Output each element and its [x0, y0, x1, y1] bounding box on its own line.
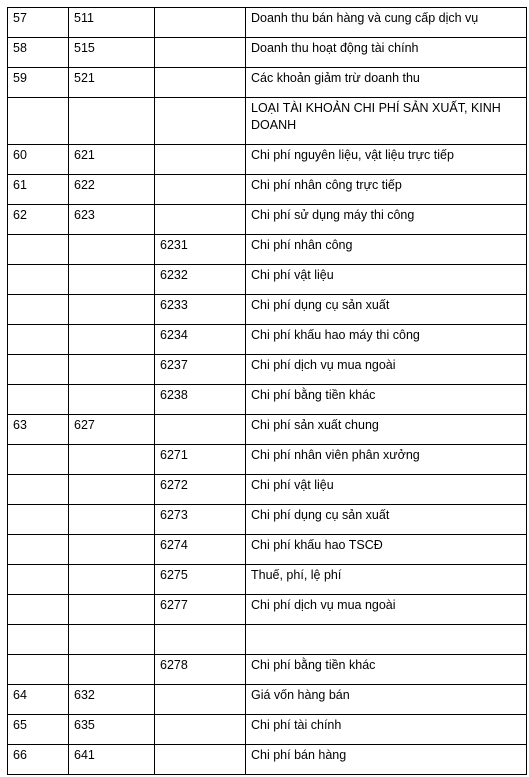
row-number-cell: 59 — [8, 68, 69, 98]
account-code-cell: 521 — [69, 68, 155, 98]
row-number-cell — [8, 595, 69, 625]
row-number-cell — [8, 535, 69, 565]
account-code-cell — [69, 565, 155, 595]
table-row — [8, 595, 527, 625]
account-name-cell: Chi phí dịch vụ mua ngoài — [246, 595, 527, 625]
table-row — [8, 145, 527, 175]
row-number-cell: 57 — [8, 8, 69, 38]
subaccount-code-cell: 6274 — [155, 535, 246, 565]
row-number-cell: 58 — [8, 38, 69, 68]
subaccount-code-cell — [155, 625, 246, 655]
table-row — [8, 355, 527, 385]
row-number-cell — [8, 325, 69, 355]
account-code-cell: 621 — [69, 145, 155, 175]
chart-of-accounts-table — [7, 7, 527, 775]
table-row — [8, 325, 527, 355]
row-number-cell: 61 — [8, 175, 69, 205]
empty-row — [8, 625, 527, 655]
subaccount-code-cell: 6234 — [155, 325, 246, 355]
account-code-cell — [69, 475, 155, 505]
table-row — [8, 175, 527, 205]
subaccount-code-cell: 6233 — [155, 295, 246, 325]
account-code-cell — [69, 265, 155, 295]
account-name-cell: Chi phí sản xuất chung — [246, 415, 527, 445]
subaccount-code-cell: 6278 — [155, 655, 246, 685]
table-row — [8, 265, 527, 295]
account-name-cell: Chi phí vật liệu — [246, 265, 527, 295]
table-row — [8, 68, 527, 98]
subaccount-code-cell: 6273 — [155, 505, 246, 535]
account-name-cell — [246, 625, 527, 655]
account-name-cell: Chi phí nhân công — [246, 235, 527, 265]
row-number-cell — [8, 625, 69, 655]
subaccount-code-cell: 6275 — [155, 565, 246, 595]
subaccount-code-cell: 6231 — [155, 235, 246, 265]
subaccount-code-cell — [155, 8, 246, 38]
subaccount-code-cell — [155, 685, 246, 715]
account-code-cell: 627 — [69, 415, 155, 445]
table-row — [8, 535, 527, 565]
account-code-cell — [69, 535, 155, 565]
table-row — [8, 565, 527, 595]
row-number-cell — [8, 565, 69, 595]
account-code-cell — [69, 625, 155, 655]
account-name-cell: Chi phí dụng cụ sản xuất — [246, 295, 527, 325]
table-row — [8, 715, 527, 745]
account-code-cell: 641 — [69, 745, 155, 775]
account-code-cell — [69, 505, 155, 535]
subaccount-code-cell — [155, 38, 246, 68]
subaccount-code-cell — [155, 145, 246, 175]
table-row — [8, 685, 527, 715]
account-code-cell — [69, 385, 155, 415]
section-title-cell: LOẠI TÀI KHOẢN CHI PHÍ SẢN XUẤT, KINH DOANH — [246, 98, 527, 145]
table-row — [8, 445, 527, 475]
row-number-cell — [8, 355, 69, 385]
row-number-cell — [8, 98, 69, 145]
account-name-cell: Chi phí bằng tiền khác — [246, 655, 527, 685]
subaccount-code-cell — [155, 175, 246, 205]
subaccount-code-cell — [155, 715, 246, 745]
row-number-cell — [8, 235, 69, 265]
subaccount-code-cell — [155, 68, 246, 98]
account-name-cell: Thuế, phí, lệ phí — [246, 565, 527, 595]
account-name-cell: Chi phí bằng tiền khác — [246, 385, 527, 415]
account-name-cell: Chi phí nhân viên phân xưởng — [246, 445, 527, 475]
account-code-cell — [69, 595, 155, 625]
account-name-cell: Các khoản giảm trừ doanh thu — [246, 68, 527, 98]
table-row — [8, 505, 527, 535]
account-name-cell: Doanh thu bán hàng và cung cấp dịch vụ — [246, 8, 527, 38]
subaccount-code-cell: 6272 — [155, 475, 246, 505]
row-number-cell — [8, 505, 69, 535]
account-code-cell: 515 — [69, 38, 155, 68]
account-name-cell: Chi phí sử dụng máy thi công — [246, 205, 527, 235]
subaccount-code-cell: 6232 — [155, 265, 246, 295]
table-row — [8, 385, 527, 415]
account-name-cell: Chi phí tài chính — [246, 715, 527, 745]
account-name-cell: Chi phí vật liệu — [246, 475, 527, 505]
account-code-cell: 632 — [69, 685, 155, 715]
account-name-cell: Chi phí dụng cụ sản xuất — [246, 505, 527, 535]
account-code-cell: 622 — [69, 175, 155, 205]
row-number-cell — [8, 385, 69, 415]
account-code-cell: 623 — [69, 205, 155, 235]
table-row — [8, 415, 527, 445]
table-row — [8, 38, 527, 68]
table-row — [8, 205, 527, 235]
account-code-cell — [69, 295, 155, 325]
account-name-cell: Chi phí nhân công trực tiếp — [246, 175, 527, 205]
account-name-cell: Chi phí nguyên liệu, vật liệu trực tiếp — [246, 145, 527, 175]
account-code-cell: 635 — [69, 715, 155, 745]
account-name-cell: Doanh thu hoạt động tài chính — [246, 38, 527, 68]
subaccount-code-cell — [155, 205, 246, 235]
account-name-cell: Chi phí khấu hao máy thi công — [246, 325, 527, 355]
row-number-cell: 66 — [8, 745, 69, 775]
row-number-cell: 65 — [8, 715, 69, 745]
row-number-cell — [8, 295, 69, 325]
row-number-cell — [8, 655, 69, 685]
account-code-cell — [69, 445, 155, 475]
row-number-cell — [8, 475, 69, 505]
account-code-cell: 511 — [69, 8, 155, 38]
account-code-cell — [69, 98, 155, 145]
section-header-row — [8, 98, 527, 145]
subaccount-code-cell — [155, 415, 246, 445]
account-code-cell — [69, 655, 155, 685]
table-row — [8, 655, 527, 685]
account-code-cell — [69, 235, 155, 265]
table-row — [8, 8, 527, 38]
table-row — [8, 745, 527, 775]
table-row — [8, 295, 527, 325]
row-number-cell: 62 — [8, 205, 69, 235]
subaccount-code-cell: 6271 — [155, 445, 246, 475]
account-name-cell: Chi phí khấu hao TSCĐ — [246, 535, 527, 565]
subaccount-code-cell: 6277 — [155, 595, 246, 625]
table-row — [8, 475, 527, 505]
row-number-cell: 63 — [8, 415, 69, 445]
row-number-cell: 64 — [8, 685, 69, 715]
subaccount-code-cell — [155, 98, 246, 145]
account-code-cell — [69, 355, 155, 385]
row-number-cell — [8, 265, 69, 295]
account-code-cell — [69, 325, 155, 355]
account-name-cell: Chi phí bán hàng — [246, 745, 527, 775]
row-number-cell — [8, 445, 69, 475]
subaccount-code-cell: 6237 — [155, 355, 246, 385]
row-number-cell: 60 — [8, 145, 69, 175]
subaccount-code-cell — [155, 745, 246, 775]
subaccount-code-cell: 6238 — [155, 385, 246, 415]
account-name-cell: Giá vốn hàng bán — [246, 685, 527, 715]
table-row — [8, 235, 527, 265]
account-name-cell: Chi phí dịch vụ mua ngoài — [246, 355, 527, 385]
